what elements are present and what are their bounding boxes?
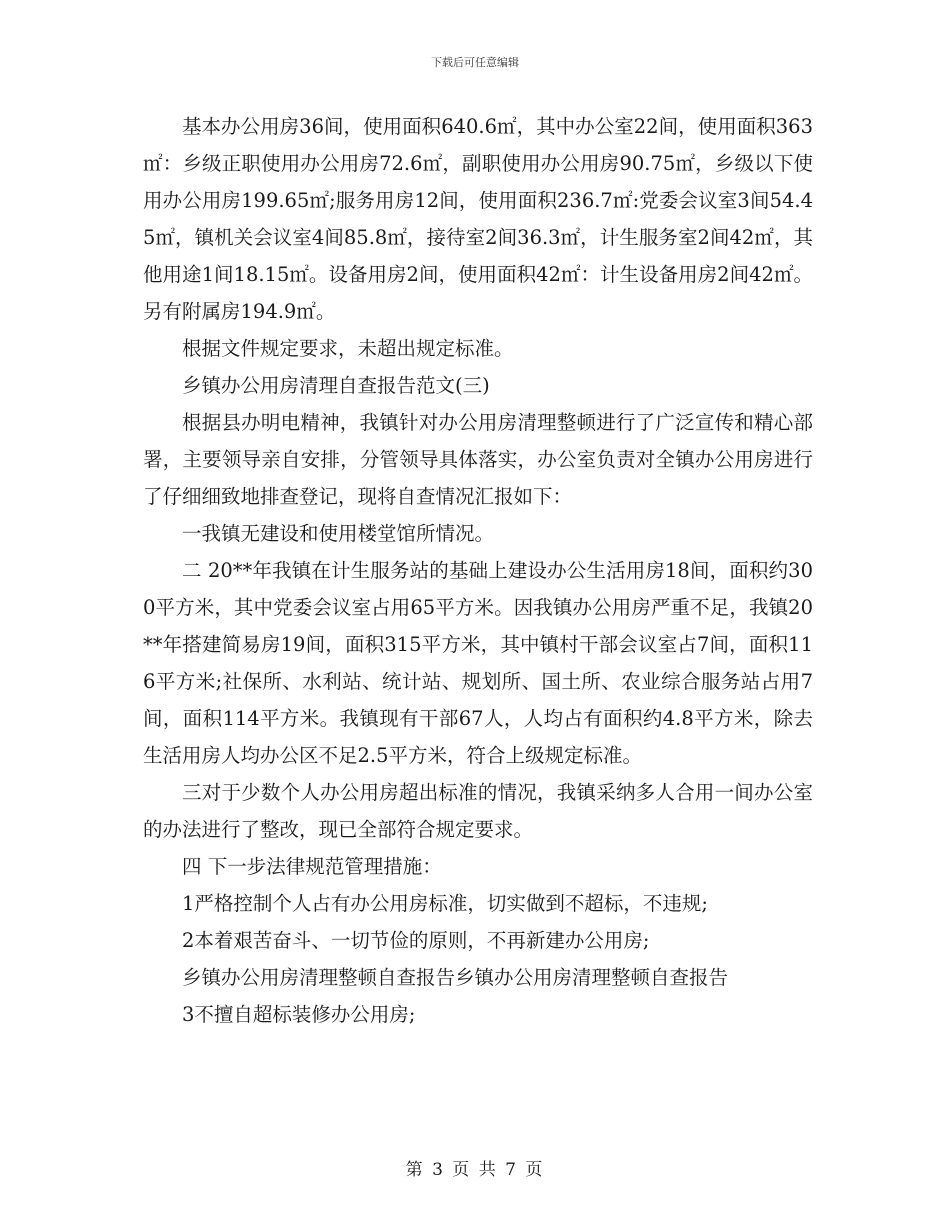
page-number: 第 3 页 共 7 页 <box>405 1160 545 1180</box>
paragraph-office-area: 基本办公用房36间，使用面积640.6㎡，其中办公室22间，使用面积363㎡：乡级正职使用办公用房72.6㎡，副职使用办公用房90.75㎡，乡级以下使用办公用房199.65㎡;服务用房12间，使用面积236.7㎡:党委会议室3间54.45㎡，镇机关会议室4间85.8㎡，接待室2间36.3㎡，计生服务室2间42㎡，其他用途1间18.15㎡。设备用房2间，使用面积42㎡：计生设备用房2间42㎡。另有附属房194.9㎡。 <box>143 115 813 323</box>
paragraph-intro: 根据县办明电精神，我镇针对办公用房清理整顿进行了广泛宣传和精心部署，主要领导亲自安排，分管领导具体落实，办公室负责对全镇办公用房进行了仔细细致地排查登记，现将自查情况汇报如下： <box>143 411 813 508</box>
paragraph-conclusion: 根据文件规定要求，未超出规定标准。 <box>182 337 514 360</box>
page-header: 下载后可任意编辑 <box>431 56 519 69</box>
paragraph-item-3: 三对于少数个人办公用房超出标准的情况，我镇采纳多人合用一间办公室的办法进行了整改，现已全部符合规定要求。 <box>143 781 813 841</box>
document-body <box>143 108 813 1033</box>
paragraph-item-4: 四 下一步法律规范管理措施： <box>182 855 442 878</box>
measure-2: 2本着艰苦奋斗、一切节俭的原则，不再新建办公用房; <box>182 929 650 952</box>
repeated-title-line: 乡镇办公用房清理整顿自查报告乡镇办公用房清理整顿自查报告 <box>182 966 729 989</box>
section-title: 乡镇办公用房清理自查报告范文(三) <box>182 374 490 397</box>
measure-3: 3不擅自超标装修办公用房; <box>182 1003 416 1026</box>
measure-1: 1严格控制个人占有办公用房标准，切实做到不超标，不违规; <box>182 892 708 915</box>
paragraph-item-1: 一我镇无建设和使用楼堂馆所情况。 <box>182 522 495 545</box>
paragraph-item-2: 二 20**年我镇在计生服务站的基础上建设办公生活用房18间，面积约300平方米，其中党委会议室占用65平方米。因我镇办公用房严重不足，我镇20**年搭建简易房19间，面积315平方米，其中镇村干部会议室占7间，面积116平方米;社保所、水利站、统计站、规划所、国土所、农业综合服务站占用7间，面积114平方米。我镇现有干部67人，人均占有面积约4.8平方米，除去生活用房人均办公区不足2.5平方米，符合上级规定标准。 <box>143 559 813 767</box>
